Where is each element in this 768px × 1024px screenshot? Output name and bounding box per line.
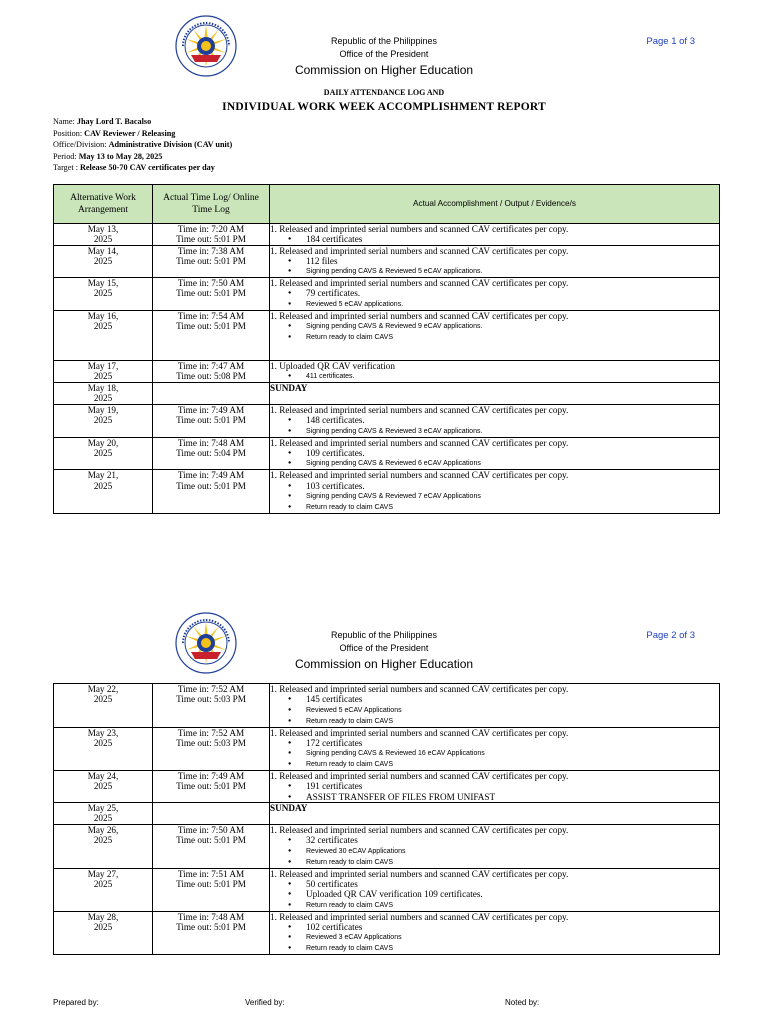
accomplishment-bullet: ● 102 certificates bbox=[270, 922, 719, 932]
table-row bbox=[54, 360, 720, 382]
accomplishment-cell bbox=[270, 224, 720, 246]
time-out: Time out: 5:01 PM bbox=[176, 288, 246, 299]
accomplishment-text: 1. Released and imprinted serial numbers and scanned CAV certificates per copy. bbox=[270, 245, 569, 256]
date-cell bbox=[54, 727, 153, 771]
accomplishment-bullet: ● Signing pending CAVS & Reviewed 16 eCAV Applications bbox=[270, 748, 719, 759]
time-out: Time out: 5:01 PM bbox=[176, 415, 246, 426]
table-row bbox=[54, 684, 720, 728]
accomplishment-bullet: ● Reviewed 30 eCAV Applications bbox=[270, 846, 719, 857]
sunday-label: SUNDAY bbox=[270, 383, 720, 405]
header-agency: Commission on Higher Education bbox=[294, 657, 474, 671]
accomplishment-cell bbox=[270, 825, 720, 869]
prepared-by-label: Prepared by: bbox=[53, 998, 99, 1007]
time-cell bbox=[153, 278, 270, 311]
time-out: Time out: 5:04 PM bbox=[176, 447, 246, 458]
time-cell bbox=[153, 405, 270, 438]
table-row bbox=[54, 310, 720, 360]
position-line: Position: CAV Reviewer / Releasing bbox=[53, 128, 176, 138]
table-row bbox=[54, 224, 720, 246]
time-out: Time out: 5:01 PM bbox=[176, 835, 246, 846]
time-cell bbox=[153, 360, 270, 382]
date-cell bbox=[54, 278, 153, 311]
date-cell bbox=[54, 360, 153, 382]
time-out: Time out: 5:08 PM bbox=[176, 371, 246, 382]
attendance-table-page1 bbox=[53, 184, 720, 514]
page-number: Page 2 of 3 bbox=[646, 630, 695, 641]
time-out: Time out: 5:01 PM bbox=[176, 234, 246, 245]
date-year: 2025 bbox=[93, 255, 113, 266]
attendance-rows-page2 bbox=[54, 684, 720, 955]
employee-info bbox=[53, 116, 232, 174]
date-day: May 13, bbox=[87, 224, 119, 234]
accomplishment-text: 1. Released and imprinted serial numbers and scanned CAV certificates per copy. bbox=[270, 825, 569, 836]
header-office: Office of the President bbox=[339, 643, 429, 653]
date-year: 2025 bbox=[93, 415, 113, 426]
accomplishment-bullet: ● Signing pending CAVS & Reviewed 3 eCAV applications. bbox=[270, 426, 719, 437]
accomplishment-bullet: ● 184 certificates bbox=[270, 234, 719, 244]
time-in: Time in: 7:47 AM bbox=[177, 360, 245, 371]
accomplishment-bullet: ● Return ready to claim CAVS bbox=[270, 943, 719, 954]
sunday-label: SUNDAY bbox=[270, 803, 720, 825]
accomplishment-bullet: ● Uploaded QR CAV verification 109 certificates. bbox=[270, 889, 719, 899]
table-row bbox=[54, 383, 720, 405]
time-cell bbox=[153, 771, 270, 803]
verified-by-label: Verified by: bbox=[245, 998, 285, 1007]
accomplishment-bullet: ● Signing pending CAVS & Reviewed 6 eCAV Applications bbox=[270, 458, 719, 469]
office-line: Office/Division: Administrative Division (CAV unit) bbox=[53, 140, 233, 150]
time-cell bbox=[153, 911, 270, 955]
accomplishment-text: 1. Released and imprinted serial numbers and scanned CAV certificates per copy. bbox=[270, 470, 569, 481]
date-day: May 26, bbox=[87, 825, 119, 836]
table-row bbox=[54, 911, 720, 955]
time-cell bbox=[153, 470, 270, 514]
accomplishment-bullet: ● 103 certificates. bbox=[270, 481, 719, 491]
time-in: Time in: 7:38 AM bbox=[177, 245, 245, 256]
accomplishment-cell bbox=[270, 684, 720, 728]
date-day: May 19, bbox=[87, 405, 119, 416]
table-row bbox=[54, 470, 720, 514]
time-in: Time in: 7:52 AM bbox=[177, 684, 245, 694]
accomplishment-cell bbox=[270, 727, 720, 771]
accomplishment-text: 1. Released and imprinted serial numbers and scanned CAV certificates per copy. bbox=[270, 727, 569, 738]
time-out: Time out: 5:01 PM bbox=[176, 921, 246, 932]
accomplishment-cell bbox=[270, 911, 720, 955]
accomplishment-cell bbox=[270, 360, 720, 382]
date-day: May 21, bbox=[87, 470, 119, 481]
date-day: May 25, bbox=[87, 803, 119, 814]
time-in: Time in: 7:54 AM bbox=[177, 310, 245, 321]
accomplishment-bullet: ● 112 files bbox=[270, 256, 719, 266]
employee-office: Administrative Division (CAV unit) bbox=[108, 140, 233, 150]
date-year: 2025 bbox=[93, 393, 113, 404]
time-out: Time out: 5:01 PM bbox=[176, 781, 246, 792]
date-cell bbox=[54, 245, 153, 278]
accomplishment-bullet: ● Return ready to claim CAVS bbox=[270, 332, 719, 343]
accomplishment-bullet: ● 50 certificates bbox=[270, 879, 719, 889]
time-cell bbox=[153, 245, 270, 278]
time-cell bbox=[153, 868, 270, 911]
time-cell bbox=[153, 224, 270, 246]
accomplishment-text: 1. Uploaded QR CAV verification bbox=[270, 360, 395, 371]
time-out: Time out: 5:03 PM bbox=[176, 694, 246, 705]
report-period: May 13 to May 28, 2025 bbox=[78, 151, 163, 161]
date-day: May 24, bbox=[87, 771, 119, 782]
accomplishment-bullet: ● Reviewed 5 eCAV Applications bbox=[270, 705, 719, 716]
accomplishment-cell bbox=[270, 771, 720, 803]
time-cell bbox=[153, 825, 270, 869]
table-row bbox=[54, 405, 720, 438]
time-in: Time in: 7:52 AM bbox=[177, 727, 245, 738]
accomplishment-bullet: ● Return ready to claim CAVS bbox=[270, 716, 719, 727]
accomplishment-text: 1. Released and imprinted serial numbers and scanned CAV certificates per copy. bbox=[270, 868, 569, 879]
time-cell bbox=[153, 803, 270, 825]
accomplishment-text: 1. Released and imprinted serial numbers and scanned CAV certificates per copy. bbox=[270, 771, 569, 782]
date-day: May 23, bbox=[87, 727, 119, 738]
accomplishment-bullet: ● 145 certificates bbox=[270, 694, 719, 704]
date-cell bbox=[54, 470, 153, 514]
accomplishment-bullet: ● 411 certificates. bbox=[270, 371, 719, 382]
name-line: Name: Jhay Lord T. Bacalso bbox=[53, 117, 152, 126]
page-number: Page 1 of 3 bbox=[646, 36, 695, 47]
date-year: 2025 bbox=[93, 321, 113, 332]
header-country: Republic of the Philippines bbox=[330, 36, 438, 46]
date-cell bbox=[54, 383, 153, 405]
column-header-time: Actual Time Log/ Online Time Log bbox=[153, 185, 270, 224]
table-row bbox=[54, 771, 720, 803]
employee-position: CAV Reviewer / Releasing bbox=[84, 128, 176, 138]
accomplishment-bullet: ● Signing pending CAVS & Reviewed 9 eCAV applications. bbox=[270, 321, 719, 332]
accomplishment-cell bbox=[270, 278, 720, 311]
date-year: 2025 bbox=[93, 835, 113, 846]
accomplishment-text: 1. Released and imprinted serial numbers and scanned CAV certificates per copy. bbox=[270, 224, 569, 234]
accomplishment-bullet: ● Reviewed 3 eCAV Applications bbox=[270, 932, 719, 943]
date-year: 2025 bbox=[93, 480, 113, 491]
time-out: Time out: 5:01 PM bbox=[176, 255, 246, 266]
column-header-awa: Alternative Work Arrangement bbox=[54, 185, 153, 224]
accomplishment-bullet: ● ASSIST TRANSFER OF FILES FROM UNIFAST bbox=[270, 792, 719, 802]
header-country: Republic of the Philippines bbox=[330, 630, 438, 640]
accomplishment-text: 1. Released and imprinted serial numbers and scanned CAV certificates per copy. bbox=[270, 310, 569, 321]
accomplishment-cell bbox=[270, 310, 720, 360]
date-year: 2025 bbox=[93, 694, 113, 705]
time-in: Time in: 7:20 AM bbox=[177, 224, 245, 234]
header-agency: Commission on Higher Education bbox=[294, 63, 474, 77]
date-cell bbox=[54, 310, 153, 360]
accomplishment-bullet: ● Return ready to claim CAVS bbox=[270, 900, 719, 911]
table-row bbox=[54, 245, 720, 278]
attendance-table-page2 bbox=[53, 683, 720, 955]
date-year: 2025 bbox=[93, 288, 113, 299]
date-day: May 20, bbox=[87, 437, 119, 448]
accomplishment-cell bbox=[270, 245, 720, 278]
accomplishment-text: 1. Released and imprinted serial numbers and scanned CAV certificates per copy. bbox=[270, 405, 569, 416]
date-year: 2025 bbox=[93, 234, 113, 245]
date-year: 2025 bbox=[93, 781, 113, 792]
noted-by-label: Noted by: bbox=[505, 998, 540, 1007]
date-day: May 27, bbox=[87, 868, 119, 879]
date-cell bbox=[54, 405, 153, 438]
date-year: 2025 bbox=[93, 813, 113, 824]
time-cell bbox=[153, 727, 270, 771]
time-in: Time in: 7:50 AM bbox=[177, 278, 245, 289]
time-cell bbox=[153, 684, 270, 728]
table-row bbox=[54, 868, 720, 911]
time-in: Time in: 7:51 AM bbox=[177, 868, 245, 879]
table-row bbox=[54, 727, 720, 771]
date-day: May 17, bbox=[87, 360, 119, 371]
accomplishment-bullet: ● Signing pending CAVS & Reviewed 7 eCAV Applications bbox=[270, 491, 719, 502]
date-year: 2025 bbox=[93, 447, 113, 458]
time-out: Time out: 5:01 PM bbox=[176, 480, 246, 491]
accomplishment-cell bbox=[270, 868, 720, 911]
accomplishment-bullet: ● 109 certificates. bbox=[270, 448, 719, 458]
time-cell bbox=[153, 310, 270, 360]
table-row bbox=[54, 803, 720, 825]
date-cell bbox=[54, 224, 153, 246]
accomplishment-cell bbox=[270, 437, 720, 470]
time-cell bbox=[153, 437, 270, 470]
date-cell bbox=[54, 771, 153, 803]
accomplishment-bullet: ● 79 certificates. bbox=[270, 288, 719, 298]
time-in: Time in: 7:50 AM bbox=[177, 825, 245, 836]
date-cell bbox=[54, 684, 153, 728]
date-day: May 28, bbox=[87, 911, 119, 922]
column-header-accomplishment: Actual Accomplishment / Output / Evidence/s bbox=[270, 185, 720, 224]
time-in: Time in: 7:49 AM bbox=[177, 470, 245, 481]
accomplishment-bullet: ● Return ready to claim CAVS bbox=[270, 857, 719, 868]
report-title-line2: INDIVIDUAL WORK WEEK ACCOMPLISHMENT REPORT bbox=[222, 101, 546, 113]
time-out: Time out: 5:01 PM bbox=[176, 321, 246, 332]
date-cell bbox=[54, 868, 153, 911]
time-in: Time in: 7:49 AM bbox=[177, 405, 245, 416]
date-cell bbox=[54, 437, 153, 470]
accomplishment-bullet: ● Reviewed 5 eCAV applications. bbox=[270, 299, 719, 310]
accomplishment-bullet: ● Signing pending CAVS & Reviewed 5 eCAV applications. bbox=[270, 266, 719, 277]
report-title-line1: DAILY ATTENDANCE LOG AND bbox=[323, 88, 445, 97]
time-in: Time in: 7:49 AM bbox=[177, 771, 245, 782]
accomplishment-bullet: ● 148 certificates. bbox=[270, 415, 719, 425]
time-out: Time out: 5:03 PM bbox=[176, 737, 246, 748]
date-year: 2025 bbox=[93, 737, 113, 748]
target-line: Target : Release 50-70 CAV certificates per day bbox=[53, 163, 215, 173]
time-out: Time out: 5:01 PM bbox=[176, 878, 246, 889]
date-day: May 18, bbox=[87, 383, 119, 394]
time-in: Time in: 7:48 AM bbox=[177, 911, 245, 922]
employee-name: Jhay Lord T. Bacalso bbox=[76, 117, 152, 126]
table-row bbox=[54, 437, 720, 470]
date-year: 2025 bbox=[93, 921, 113, 932]
accomplishment-bullet: ● 172 certificates bbox=[270, 738, 719, 748]
accomplishment-text: 1. Released and imprinted serial numbers and scanned CAV certificates per copy. bbox=[270, 684, 569, 694]
date-day: May 15, bbox=[87, 278, 119, 289]
period-line: Period: May 13 to May 28, 2025 bbox=[53, 151, 163, 161]
time-cell bbox=[153, 383, 270, 405]
accomplishment-bullet: ● Return ready to claim CAVS bbox=[270, 759, 719, 770]
date-day: May 22, bbox=[87, 684, 119, 694]
table-row bbox=[54, 825, 720, 869]
accomplishment-cell bbox=[270, 470, 720, 514]
date-year: 2025 bbox=[93, 371, 113, 382]
date-year: 2025 bbox=[93, 878, 113, 889]
date-day: May 16, bbox=[87, 310, 119, 321]
accomplishment-text: 1. Released and imprinted serial numbers and scanned CAV certificates per copy. bbox=[270, 437, 569, 448]
accomplishment-cell bbox=[270, 405, 720, 438]
accomplishment-text: 1. Released and imprinted serial numbers and scanned CAV certificates per copy. bbox=[270, 278, 569, 289]
time-in: Time in: 7:48 AM bbox=[177, 437, 245, 448]
date-cell bbox=[54, 911, 153, 955]
attendance-rows-page1 bbox=[54, 224, 720, 514]
accomplishment-bullet: ● 191 certificates bbox=[270, 781, 719, 791]
date-cell bbox=[54, 803, 153, 825]
accomplishment-bullet: ● 32 certificates bbox=[270, 835, 719, 845]
date-day: May 14, bbox=[87, 245, 119, 256]
header-office: Office of the President bbox=[339, 49, 429, 59]
accomplishment-text: 1. Released and imprinted serial numbers and scanned CAV certificates per copy. bbox=[270, 911, 569, 922]
table-row bbox=[54, 278, 720, 311]
report-target: Release 50-70 CAV certificates per day bbox=[80, 163, 215, 173]
date-cell bbox=[54, 825, 153, 869]
accomplishment-bullet: ● Return ready to claim CAVS bbox=[270, 502, 719, 513]
